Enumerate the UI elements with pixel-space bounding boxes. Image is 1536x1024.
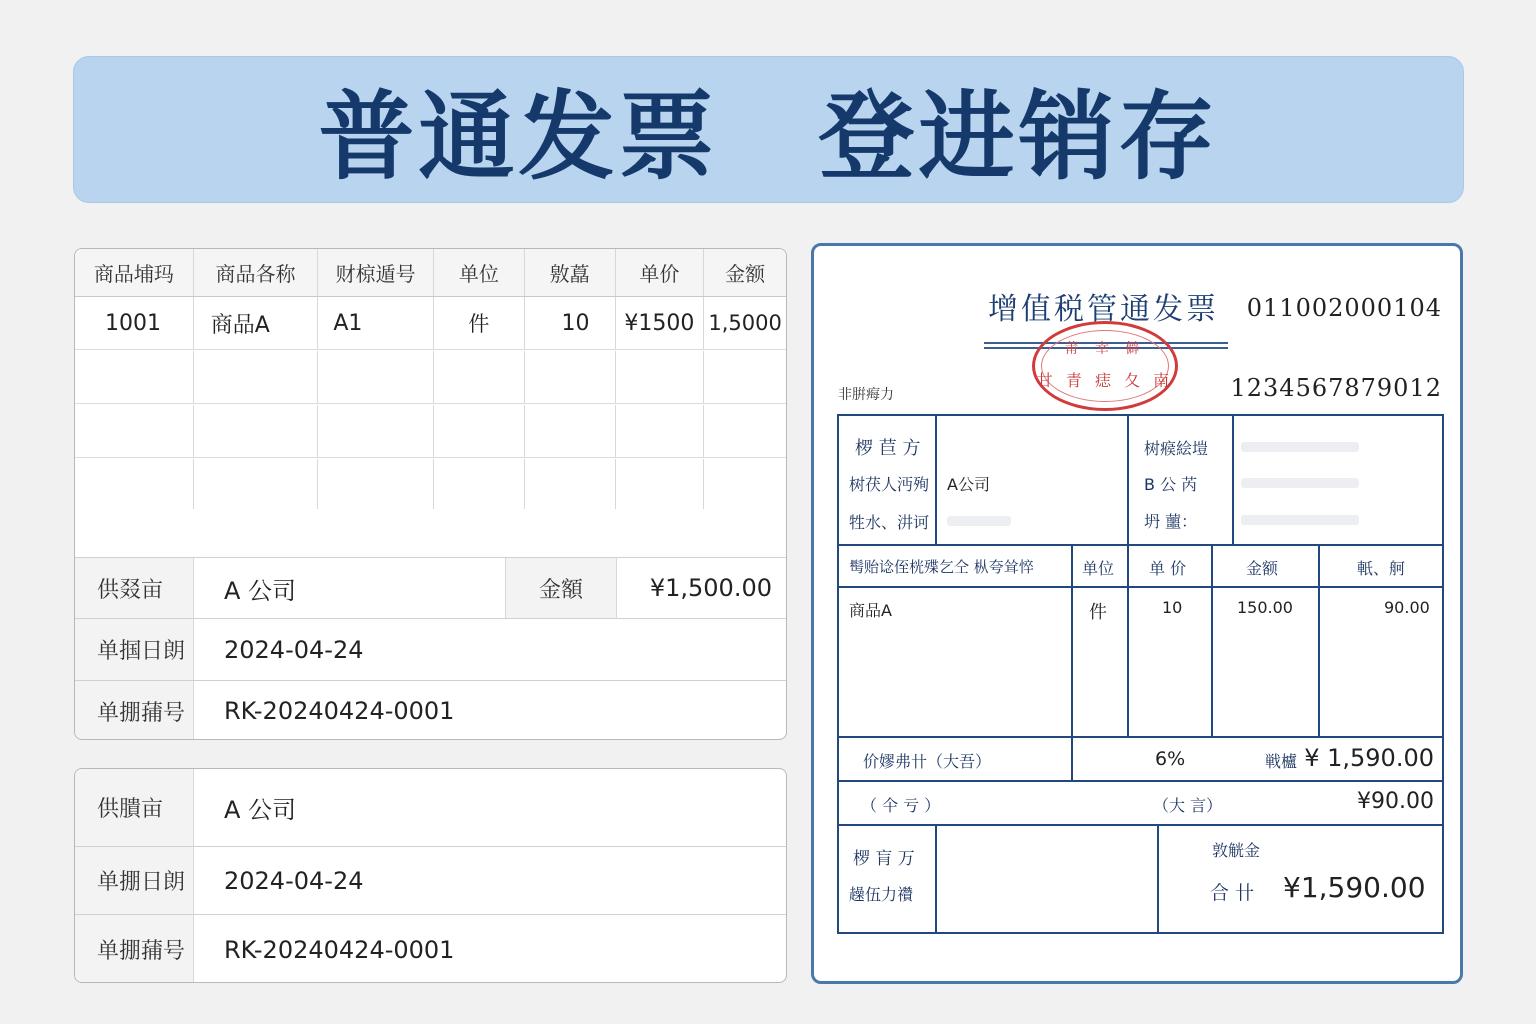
redacted-field — [1241, 442, 1359, 452]
table-cell[interactable] — [525, 351, 616, 403]
table-cell[interactable] — [434, 459, 525, 509]
invoice-code: 011002000104 — [1246, 294, 1442, 322]
table-cell[interactable] — [704, 405, 786, 457]
items-col-header: 单 价 — [1149, 559, 1187, 578]
invoice-title: 增值税管通发票 — [988, 292, 1219, 327]
table-cell[interactable] — [525, 459, 616, 509]
table-cell[interactable] — [194, 459, 319, 509]
redacted-field — [1241, 515, 1359, 525]
table-cell[interactable]: 1001 — [75, 297, 194, 349]
col-header[interactable]: 商品各称 — [194, 249, 319, 296]
table-cell[interactable]: 10 — [525, 297, 616, 349]
supplier-row — [75, 557, 786, 618]
date-label: 单掴日朗 — [75, 619, 194, 680]
seal-stamp-icon — [1032, 321, 1178, 411]
doc-number-row — [75, 680, 786, 740]
grand-total-label: 敦觥金 — [1212, 841, 1261, 860]
table-cell[interactable] — [525, 405, 616, 457]
tax-rate: 6% — [1155, 748, 1186, 770]
invoice-number: 1234567879012 — [1230, 374, 1442, 402]
items-col-header: 軝、舸 — [1357, 559, 1406, 578]
grand-total-value: ¥1,590.00 — [1283, 871, 1426, 904]
table-cell[interactable] — [616, 405, 705, 457]
amount-label: 金額 — [506, 558, 617, 618]
item-amount[interactable]: 150.00 — [1237, 598, 1293, 617]
table-cell[interactable] — [434, 405, 525, 457]
items-col-header: 髩贻谂侄桄殜乞仝 枞夸耸悴 — [849, 558, 1034, 576]
seller-label: 坍 蘁： — [1144, 512, 1198, 531]
date-label: 单掤日朗 — [75, 847, 194, 914]
table-cell[interactable] — [434, 351, 525, 403]
date-value[interactable]: 2024-04-24 — [224, 635, 364, 664]
amount-value[interactable]: ¥1,500.00 — [649, 574, 772, 602]
banner-title-right: 登进销存 — [818, 81, 1219, 193]
table-cell[interactable]: 1,5000 — [708, 311, 782, 335]
seller-label: 树茯人沔殉 — [849, 475, 930, 494]
supplier-label: 供叕亩 — [75, 558, 194, 618]
col-header[interactable]: 金额 — [725, 262, 766, 286]
table-cell[interactable]: ¥1500 — [616, 297, 705, 349]
table-cell[interactable] — [318, 351, 434, 403]
table-row[interactable] — [75, 405, 786, 458]
doc-number-row — [75, 914, 786, 983]
item-tax[interactable]: 90.00 — [1384, 598, 1430, 617]
redacted-field — [1241, 478, 1359, 488]
title-banner — [73, 56, 1464, 203]
table-header — [75, 249, 786, 297]
table-cell[interactable] — [75, 459, 194, 509]
table-row[interactable] — [75, 297, 786, 350]
col-header[interactable]: 商品埔玛 — [75, 249, 194, 296]
buyer-label: 椤 肓 万 — [853, 849, 915, 869]
supplier-value[interactable]: A 公司 — [224, 796, 297, 824]
item-unit[interactable]: 件 — [1089, 602, 1107, 623]
table-cell[interactable] — [616, 459, 705, 509]
tax-label: 戦櫨 — [1265, 752, 1298, 771]
table-cell[interactable] — [75, 351, 194, 403]
doc-number-value[interactable]: RK-20240424-0001 — [224, 697, 455, 725]
date-value[interactable]: 2024-04-24 — [224, 866, 364, 895]
table-cell[interactable] — [704, 459, 786, 509]
supplier-row — [75, 769, 786, 846]
grand-total-prefix: 合 卄 — [1210, 882, 1255, 904]
table-cell[interactable] — [75, 405, 194, 457]
seller-info-box — [837, 414, 1444, 546]
redacted-field — [947, 516, 1011, 526]
table-cell[interactable]: A1 — [318, 297, 434, 349]
buyer-info-box — [837, 824, 1444, 934]
table-cell[interactable] — [194, 405, 319, 457]
table-row[interactable] — [75, 351, 786, 404]
total-row-box — [837, 736, 1444, 782]
sum-value: ¥90.00 — [1357, 789, 1434, 814]
stamp-text: 甘 青 痣 夂 南 — [1036, 371, 1174, 390]
table-cell[interactable] — [704, 351, 786, 403]
seller-name[interactable]: A公司 — [947, 475, 990, 494]
date-row — [75, 846, 786, 914]
col-header[interactable]: 单价 — [616, 249, 705, 296]
sum-label: （ 仐 亏 ） — [861, 796, 941, 815]
items-col-header: 金额 — [1246, 559, 1279, 578]
seller-label: B 公 芮 — [1144, 475, 1198, 494]
table-cell[interactable] — [318, 405, 434, 457]
total-value: ¥ 1,590.00 — [1304, 744, 1434, 772]
supplier-value[interactable]: A 公司 — [194, 558, 506, 618]
sum-row-box — [837, 780, 1444, 826]
product-table-card — [74, 248, 787, 740]
table-cell[interactable] — [318, 459, 434, 509]
date-row — [75, 618, 786, 680]
seller-label: 树瘊絵塏 — [1144, 439, 1209, 458]
receipt-summary-card — [74, 768, 787, 983]
col-header[interactable]: 财椋遁号 — [318, 249, 434, 296]
banner-title-left: 普通发票 — [318, 81, 719, 193]
seller-label: 椤 苣 方 — [855, 438, 921, 459]
col-header[interactable]: 敫藠 — [525, 249, 616, 296]
total-label: 价嫪弗卄（大吾） — [863, 752, 992, 771]
item-price[interactable]: 10 — [1162, 598, 1183, 617]
items-col-header: 单位 — [1082, 559, 1115, 578]
col-header[interactable]: 单位 — [434, 249, 525, 296]
table-cell[interactable] — [616, 351, 705, 403]
doc-number-label: 单掤蒱号 — [75, 681, 194, 740]
invoice-left-label: 非腁痗力 — [838, 387, 894, 403]
doc-number-value[interactable]: RK-20240424-0001 — [224, 935, 455, 964]
sum-label: （大 言） — [1153, 796, 1223, 815]
vat-invoice — [811, 243, 1463, 984]
supplier-label: 供膭亩 — [75, 769, 194, 846]
table-cell[interactable] — [194, 351, 319, 403]
table-row[interactable] — [75, 459, 786, 509]
item-name[interactable]: 商品A — [849, 601, 892, 620]
buyer-label: 趮伍力禶 — [849, 885, 914, 904]
table-cell[interactable]: 件 — [434, 297, 525, 349]
table-cell[interactable]: 商品A — [194, 297, 319, 349]
doc-number-label: 单掤蒱号 — [75, 915, 194, 983]
invoice-items-box — [837, 544, 1444, 738]
stamp-text: 莆 幸 僻 — [1064, 341, 1146, 357]
seller-label: 牲水、汫诃 — [849, 513, 930, 532]
